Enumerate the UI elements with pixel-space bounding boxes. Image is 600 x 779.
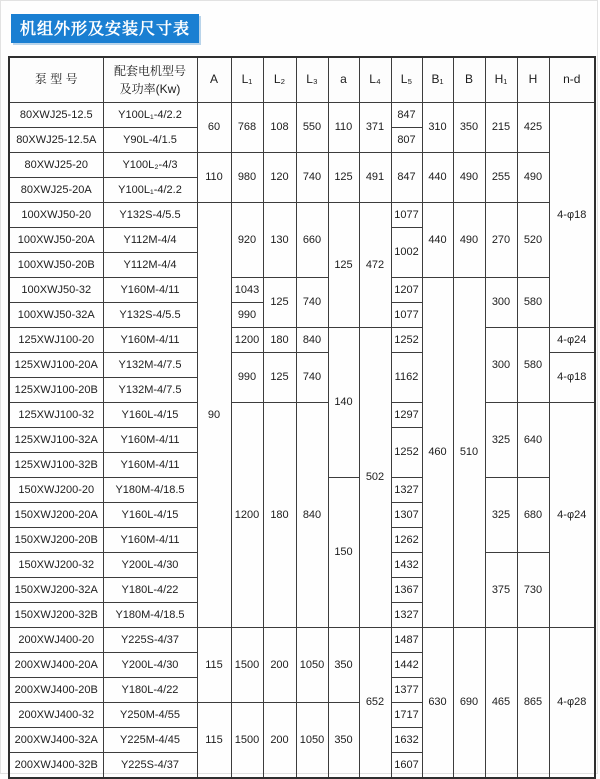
cell-L1: 990 — [231, 353, 263, 403]
pump-model-cell: 200XWJ400-20A — [9, 653, 103, 678]
motor-model-cell: Y160M-4/11 — [103, 528, 197, 553]
cell-H1: 270 — [485, 203, 517, 278]
motor-model-cell: Y100L₂-4/3 — [103, 153, 197, 178]
cell-A: 115 — [197, 628, 231, 703]
cell-H: 730 — [517, 553, 549, 628]
cell-L2: 125 — [263, 278, 296, 328]
col-header-H1: H₁ — [485, 57, 517, 103]
cell-L3: 840 — [296, 403, 328, 628]
cell-B: 490 — [453, 203, 485, 278]
cell-L1: 768 — [231, 103, 263, 153]
cell-L5: 1077 — [391, 203, 422, 228]
cell-L2: 180 — [263, 403, 296, 628]
motor-model-cell: Y132S-4/5.5 — [103, 303, 197, 328]
col-header-A: A — [197, 57, 231, 103]
cell-L3: 660 — [296, 203, 328, 278]
pump-model-cell: 125XWJ100-20A — [9, 353, 103, 378]
cell-L4: 472 — [359, 203, 391, 328]
motor-model-cell: Y200L-4/30 — [103, 653, 197, 678]
col-header-B: B — [453, 57, 485, 103]
pump-model-cell: 80XWJ25-12.5A — [9, 128, 103, 153]
cell-H1: 300 — [485, 278, 517, 328]
pump-model-cell: 200XWJ400-32A — [9, 728, 103, 753]
cell-L2: 200 — [263, 628, 296, 703]
cell-L5: 1487 — [391, 628, 422, 653]
cell-A: 115 — [197, 703, 231, 779]
cell-A: 90 — [197, 203, 231, 628]
cell-nd: 4-φ18 — [549, 353, 595, 403]
cell-H1: 325 — [485, 403, 517, 478]
cell-L3: 1050 — [296, 628, 328, 703]
cell-H: 580 — [517, 278, 549, 328]
cell-a: 125 — [328, 203, 359, 328]
cell-L3: 740 — [296, 278, 328, 328]
pump-model-cell: 125XWJ100-32A — [9, 428, 103, 453]
pump-model-cell: 200XWJ400-32 — [9, 703, 103, 728]
col-header-motor-line1: 配套电机型号 — [113, 64, 186, 78]
cell-L4: 652 — [359, 628, 391, 779]
motor-model-cell: Y225S-4/37 — [103, 753, 197, 779]
pump-model-cell: 100XWJ50-32 — [9, 278, 103, 303]
cell-L5: 1252 — [391, 428, 422, 478]
cell-L1: 920 — [231, 203, 263, 278]
cell-L5: 847 — [391, 103, 422, 128]
cell-L3: 740 — [296, 153, 328, 203]
motor-model-cell: Y180L-4/22 — [103, 578, 197, 603]
pump-model-cell: 150XWJ200-32 — [9, 553, 103, 578]
col-header-L3: L₃ — [296, 57, 328, 103]
cell-L3: 1050 — [296, 703, 328, 779]
col-header-motor — [103, 57, 197, 103]
pump-model-cell: 100XWJ50-20A — [9, 228, 103, 253]
cell-L5: 1162 — [391, 353, 422, 403]
cell-B1: 630 — [422, 628, 453, 779]
cell-nd: 4-φ24 — [549, 328, 595, 353]
col-header-motor-line2: 及功率(Kw) — [119, 82, 181, 96]
col-header-model: 泵 型 号 — [9, 57, 103, 103]
motor-model-cell: Y132S-4/5.5 — [103, 203, 197, 228]
cell-L1: 990 — [231, 303, 263, 328]
cell-B1: 310 — [422, 103, 453, 153]
cell-B1: 440 — [422, 153, 453, 203]
cell-L2: 130 — [263, 203, 296, 278]
header-row — [9, 57, 595, 103]
cell-a: 150 — [328, 478, 359, 628]
cell-H: 520 — [517, 203, 549, 278]
cell-L1: 1500 — [231, 703, 263, 779]
cell-L1: 1043 — [231, 278, 263, 303]
cell-L1: 980 — [231, 153, 263, 203]
cell-H1: 325 — [485, 478, 517, 553]
col-header-L1: L₁ — [231, 57, 263, 103]
pump-model-cell: 100XWJ50-32A — [9, 303, 103, 328]
cell-L3: 740 — [296, 353, 328, 403]
cell-B: 690 — [453, 628, 485, 779]
cell-L3: 840 — [296, 328, 328, 353]
motor-model-cell: Y160M-4/11 — [103, 453, 197, 478]
pump-model-cell: 200XWJ400-20B — [9, 678, 103, 703]
cell-L4: 491 — [359, 153, 391, 203]
motor-model-cell: Y180M-4/18.5 — [103, 603, 197, 628]
cell-L5: 1207 — [391, 278, 422, 303]
pump-model-cell: 125XWJ100-20B — [9, 378, 103, 403]
cell-L5: 807 — [391, 128, 422, 153]
col-header-a: a — [328, 57, 359, 103]
cell-L5: 1002 — [391, 228, 422, 278]
cell-H1: 215 — [485, 103, 517, 153]
cell-H: 680 — [517, 478, 549, 553]
pump-model-cell: 100XWJ50-20 — [9, 203, 103, 228]
cell-L5: 1377 — [391, 678, 422, 703]
cell-a: 350 — [328, 628, 359, 703]
motor-model-cell: Y160M-4/11 — [103, 328, 197, 353]
cell-L5: 1262 — [391, 528, 422, 553]
pump-model-cell: 150XWJ200-20 — [9, 478, 103, 503]
motor-model-cell: Y225M-4/45 — [103, 728, 197, 753]
motor-model-cell: Y180M-4/18.5 — [103, 478, 197, 503]
table-row — [9, 278, 595, 303]
table-row — [9, 203, 595, 228]
cell-B: 510 — [453, 278, 485, 628]
pump-model-cell: 125XWJ100-32B — [9, 453, 103, 478]
pump-model-cell: 150XWJ200-20A — [9, 503, 103, 528]
cell-L1: 1200 — [231, 403, 263, 628]
cell-a: 110 — [328, 103, 359, 153]
cell-a: 125 — [328, 153, 359, 203]
cell-H: 490 — [517, 153, 549, 203]
cell-L4: 371 — [359, 103, 391, 153]
motor-model-cell: Y200L-4/30 — [103, 553, 197, 578]
pump-model-cell: 100XWJ50-20B — [9, 253, 103, 278]
cell-L5: 1717 — [391, 703, 422, 728]
motor-model-cell: Y160L-4/15 — [103, 503, 197, 528]
cell-B: 490 — [453, 153, 485, 203]
table-row — [9, 628, 595, 653]
cell-L2: 200 — [263, 703, 296, 779]
pump-model-cell: 125XWJ100-20 — [9, 328, 103, 353]
motor-model-cell: Y250M-4/55 — [103, 703, 197, 728]
col-header-L2: L₂ — [263, 57, 296, 103]
cell-L2: 180 — [263, 328, 296, 353]
motor-model-cell: Y132M-4/7.5 — [103, 378, 197, 403]
cell-L2: 125 — [263, 353, 296, 403]
motor-model-cell: Y112M-4/4 — [103, 253, 197, 278]
pump-model-cell: 150XWJ200-20B — [9, 528, 103, 553]
motor-model-cell: Y225S-4/37 — [103, 628, 197, 653]
table-row — [9, 403, 595, 428]
cell-a: 350 — [328, 703, 359, 779]
motor-model-cell: Y180L-4/22 — [103, 678, 197, 703]
cell-L5: 1632 — [391, 728, 422, 753]
cell-H1: 375 — [485, 553, 517, 628]
pump-model-cell: 80XWJ25-12.5 — [9, 103, 103, 128]
cell-L5: 1297 — [391, 403, 422, 428]
pump-model-cell: 125XWJ100-32 — [9, 403, 103, 428]
cell-L1: 1200 — [231, 328, 263, 353]
motor-model-cell: Y100L₁-4/2.2 — [103, 103, 197, 128]
motor-model-cell: Y112M-4/4 — [103, 228, 197, 253]
cell-A: 110 — [197, 153, 231, 203]
col-header-B1: B₁ — [422, 57, 453, 103]
cell-B: 350 — [453, 103, 485, 153]
cell-L4: 502 — [359, 328, 391, 628]
page-title: 机组外形及安装尺寸表 — [11, 14, 199, 43]
cell-H: 580 — [517, 328, 549, 403]
table-row — [9, 153, 595, 178]
pump-model-cell: 200XWJ400-20 — [9, 628, 103, 653]
cell-nd: 4-φ28 — [549, 628, 595, 779]
pump-model-cell: 150XWJ200-32A — [9, 578, 103, 603]
cell-L5: 1327 — [391, 478, 422, 503]
dimensions-table — [8, 56, 596, 779]
cell-L5: 1367 — [391, 578, 422, 603]
motor-model-cell: Y100L₁-4/2.2 — [103, 178, 197, 203]
cell-L1: 1500 — [231, 628, 263, 703]
cell-B1: 460 — [422, 278, 453, 628]
cell-L5: 847 — [391, 153, 422, 203]
table-row — [9, 103, 595, 128]
table-row — [9, 328, 595, 353]
cell-B1: 440 — [422, 203, 453, 278]
cell-L2: 108 — [263, 103, 296, 153]
motor-model-cell: Y160M-4/11 — [103, 278, 197, 303]
pump-model-cell: 150XWJ200-32B — [9, 603, 103, 628]
cell-L5: 1607 — [391, 753, 422, 779]
cell-L5: 1307 — [391, 503, 422, 528]
pump-model-cell: 80XWJ25-20 — [9, 153, 103, 178]
pump-model-cell: 200XWJ400-32B — [9, 753, 103, 779]
col-header-H: H — [517, 57, 549, 103]
cell-nd: 4-φ18 — [549, 103, 595, 328]
cell-L5: 1442 — [391, 653, 422, 678]
cell-H1: 300 — [485, 328, 517, 403]
motor-model-cell: Y160M-4/11 — [103, 428, 197, 453]
motor-model-cell: Y160L-4/15 — [103, 403, 197, 428]
cell-L5: 1432 — [391, 553, 422, 578]
col-header-nd: n-d — [549, 57, 595, 103]
pump-model-cell: 80XWJ25-20A — [9, 178, 103, 203]
motor-model-cell: Y90L-4/1.5 — [103, 128, 197, 153]
cell-A: 60 — [197, 103, 231, 153]
col-header-L4: L₄ — [359, 57, 391, 103]
cell-H1: 255 — [485, 153, 517, 203]
motor-model-cell: Y132M-4/7.5 — [103, 353, 197, 378]
cell-H: 640 — [517, 403, 549, 478]
col-header-L5: L₅ — [391, 57, 422, 103]
cell-L3: 550 — [296, 103, 328, 153]
cell-L5: 1252 — [391, 328, 422, 353]
cell-H1: 465 — [485, 628, 517, 779]
cell-a: 140 — [328, 328, 359, 478]
cell-nd: 4-φ24 — [549, 403, 595, 628]
cell-L5: 1077 — [391, 303, 422, 328]
cell-H: 425 — [517, 103, 549, 153]
cell-L2: 120 — [263, 153, 296, 203]
cell-L5: 1327 — [391, 603, 422, 628]
cell-H: 865 — [517, 628, 549, 779]
